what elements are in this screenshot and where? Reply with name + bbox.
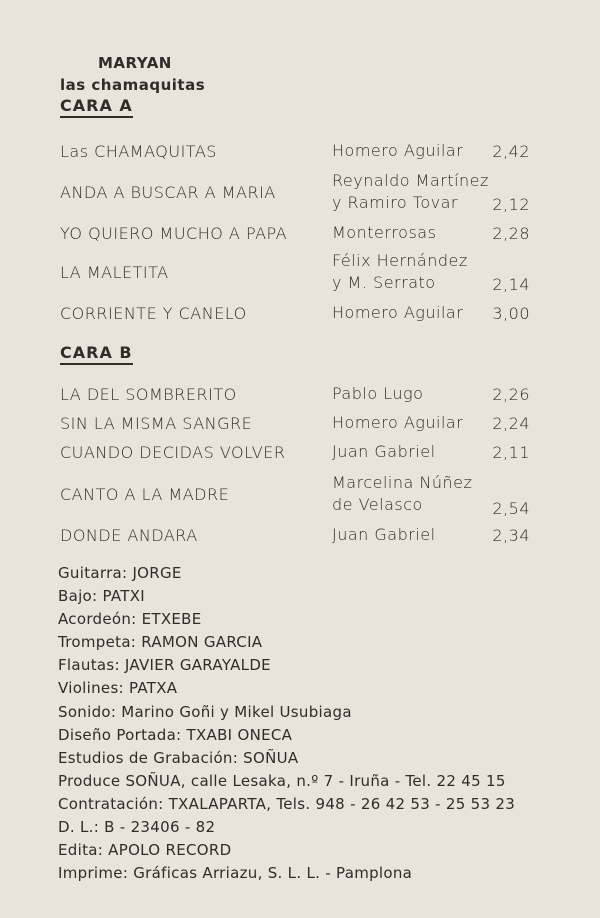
track-author: Homero Aguilar <box>332 303 464 322</box>
credit-line: Imprime: Gráficas Arriazu, S. L. L. - Pamplona <box>58 864 413 883</box>
track-row <box>60 432 530 472</box>
track-title: ANDA A BUSCAR A MARIA <box>60 182 276 202</box>
side-a-title: CARA A <box>60 96 133 118</box>
credits-block <box>58 562 515 885</box>
track-author: Juan Gabriel <box>332 442 436 461</box>
credit-line: Acordeón: ETXEBE <box>58 610 202 629</box>
credit-line: Edita: APOLO RECORD <box>58 841 232 860</box>
track-title: CORRIENTE Y CANELO <box>60 303 247 323</box>
track-title: LA DEL SOMBRERITO <box>60 384 237 404</box>
side-b-title: CARA B <box>60 343 133 365</box>
credit-line: D. L.: B - 23406 - 82 <box>58 818 216 837</box>
credit-line: Violines: PATXA <box>58 679 178 698</box>
credit-line: Flautas: JAVIER GARAYALDE <box>58 656 271 675</box>
credit-line: Trompeta: RAMON GARCIA <box>58 633 263 652</box>
track-author: Homero Aguilar <box>332 141 464 160</box>
track-duration: 3,00 <box>492 303 530 323</box>
track-author: Félix Hernández y M. Serrato <box>332 251 468 292</box>
header <box>60 52 205 96</box>
credit-line: Sonido: Marino Goñi y Mikel Usubiaga <box>58 702 352 721</box>
album-title: las chamaquitas <box>60 76 206 94</box>
track-title: CUANDO DECIDAS VOLVER <box>60 442 286 462</box>
track-row <box>60 515 530 555</box>
track-title: LA MALETITA <box>60 262 169 282</box>
credit-line: Bajo: PATXI <box>58 587 145 606</box>
track-row <box>60 470 530 518</box>
track-author: Marcelina Núñez de Velasco <box>332 473 473 514</box>
credit-line: Guitarra: JORGE <box>58 564 182 582</box>
track-author: Pablo Lugo <box>332 384 424 403</box>
track-duration: 2,24 <box>492 413 530 433</box>
track-row <box>60 213 530 253</box>
track-author: Monterrosas <box>332 223 437 242</box>
track-duration: 2,42 <box>492 141 530 161</box>
artist-name: MARYAN <box>98 54 172 72</box>
track-duration: 2,54 <box>492 499 530 518</box>
track-row <box>60 131 530 171</box>
track-author: Reynaldo Martínez y Ramiro Tovar <box>332 171 489 212</box>
credit-line: Contratación: TXALAPARTA, Tels. 948 - 26 42 53 - 25 53 23 <box>58 794 516 813</box>
credit-line: Estudios de Grabación: SOÑUA <box>58 748 299 767</box>
credit-line: Produce SOÑUA, calle Lesaka, n.º 7 - Iruña - Tel. 22 45 15 <box>58 771 506 790</box>
track-title: DONDE ANDARA <box>60 525 198 545</box>
track-author: Homero Aguilar <box>332 413 464 432</box>
track-author: Juan Gabriel <box>332 525 436 544</box>
track-title: YO QUIERO MUCHO A PAPA <box>60 223 288 243</box>
credit-line: Diseño Portada: TXABI ONECA <box>58 725 293 744</box>
track-row <box>60 293 530 333</box>
track-duration: 2,11 <box>492 442 530 462</box>
track-duration: 2,14 <box>492 275 530 294</box>
track-row <box>60 170 530 214</box>
track-duration: 2,34 <box>492 525 530 545</box>
track-title: Las CHAMAQUITAS <box>60 141 217 161</box>
track-title: CANTO A LA MADRE <box>60 484 230 504</box>
track-duration: 2,28 <box>492 223 530 243</box>
track-duration: 2,12 <box>492 195 530 214</box>
track-title: SIN LA MISMA SANGRE <box>60 413 253 433</box>
track-row <box>60 250 530 294</box>
track-duration: 2,26 <box>492 384 530 404</box>
